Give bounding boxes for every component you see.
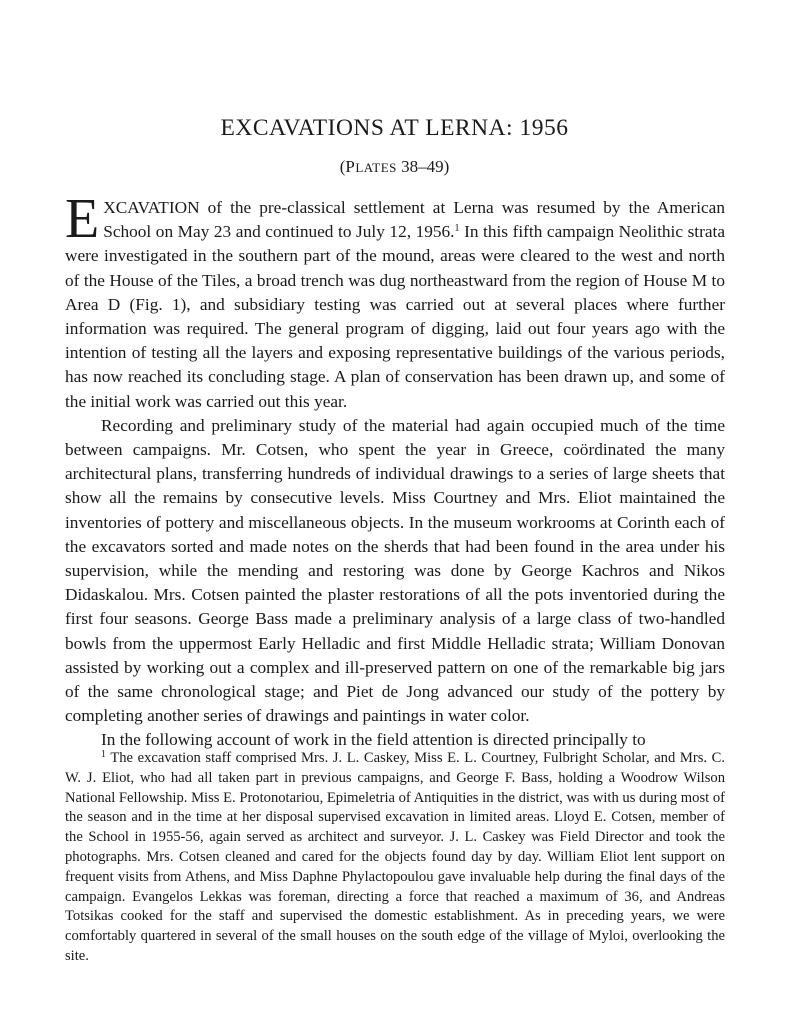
footnote-text: The excavation staff comprised Mrs. J. L. Caskey, Miss E. L. Courtney, Fulbright Scholar, and Mrs. C. W. J. Eliot, who had all taken part in previous campaigns, and George F. Bass, holding a Woodrow Wilson National Fellowship. Miss E. Protonotariou, Epimeletria of Antiquities in the district, was with us during most of the season and in the time at her disposal supervised excavation in limited areas. Lloyd E. Cotsen, member of the School in 1955-56, again served as architect and surveyor. J. L. Caskey was Field Director and took the photographs. Mrs. Cotsen cleaned and cared for the objects found day by day. William Eliot lent support on frequent visits from Athens, and Miss Daphne Phylactopoulou gave invaluable help during the final days of the campaign. Evangelos Lekkas was foreman, directing a force that reached a maximum of 36, and Andreas Totsikas cooked for the staff and supervised the domestic establishment. As in preceding years, we were comfortably quartered in several of the small houses on the south edge of the village of Myloi, overlooking the site. [65,750,725,964]
paragraph-2: Recording and preliminary study of the material had again occupied much of the time between campaigns. Mr. Cotsen, who spent the year in Greece, coördinated the many architectural plans, transferring hundreds of individual drawings to a series of large sheets that show all the remains by consecutive levels. Miss Courtney and Mrs. Eliot maintained the inventories of pottery and miscellaneous objects. In the museum workrooms at Corinth each of the excavators sorted and made notes on the sherds that had been found in the area under his supervision, while the mending and restoring was done by George Kachros and Nikos Didaskalou. Mrs. Cotsen painted the plaster restorations of all the pots inventoried during the first four seasons. George Bass made a preliminary analysis of a large class of two-handled bowls from the uppermost Early Helladic and first Middle Helladic strata; William Donovan assisted by working out a complex and ill-preserved pattern on one of the remarkable big jars of the same chronological stage; and Piet de Jong advanced our study of the pottery by completing another series of drawings and paintings in water color. [65,415,725,726]
footnote-mark: 1 [101,749,106,760]
subtitle-plates-initial: P [345,157,356,176]
subtitle-plates-word [345,157,397,176]
paragraph-1-lead: XCAVATION of the pre-classical settlement at Lerna was resumed by the American School on May 23 and continued to July 12, 1956. [103,198,725,242]
subtitle-open-paren: ( [339,157,346,176]
article-body [65,188,725,753]
article-title: EXCAVATIONS AT LERNA: 1956 [220,115,569,141]
paragraph-1-rest: In this fifth campaign Neolithic strata were investigated in the southern part of the mound, areas were cleared to the west and north of the House of the Tiles, a broad trench was dug northeastward from the region of House M to Area D (Fig. 1), and subsidiary testing was carried out at several places where further information was required. The general program of digging, laid out four years ago with the intention of testing all the layers and exposing representative buildings of the various periods, has now reached its concluding stage. A plan of conservation has been drawn up, and some of the initial work was carried out this year. [65,222,725,411]
footnote-1 [65,749,725,967]
subtitle-plate-range: 38–49) [396,157,450,176]
paragraph-1 [65,188,725,414]
footnote-reference-1[interactable]: 1 [454,223,460,235]
plates-reference [0,155,789,180]
drop-cap: E [65,188,100,250]
paragraph-3: In the following account of work in the field attention is directed principally to [101,730,646,750]
subtitle-plates-rest: LATES [355,160,397,175]
footnote [65,749,725,967]
